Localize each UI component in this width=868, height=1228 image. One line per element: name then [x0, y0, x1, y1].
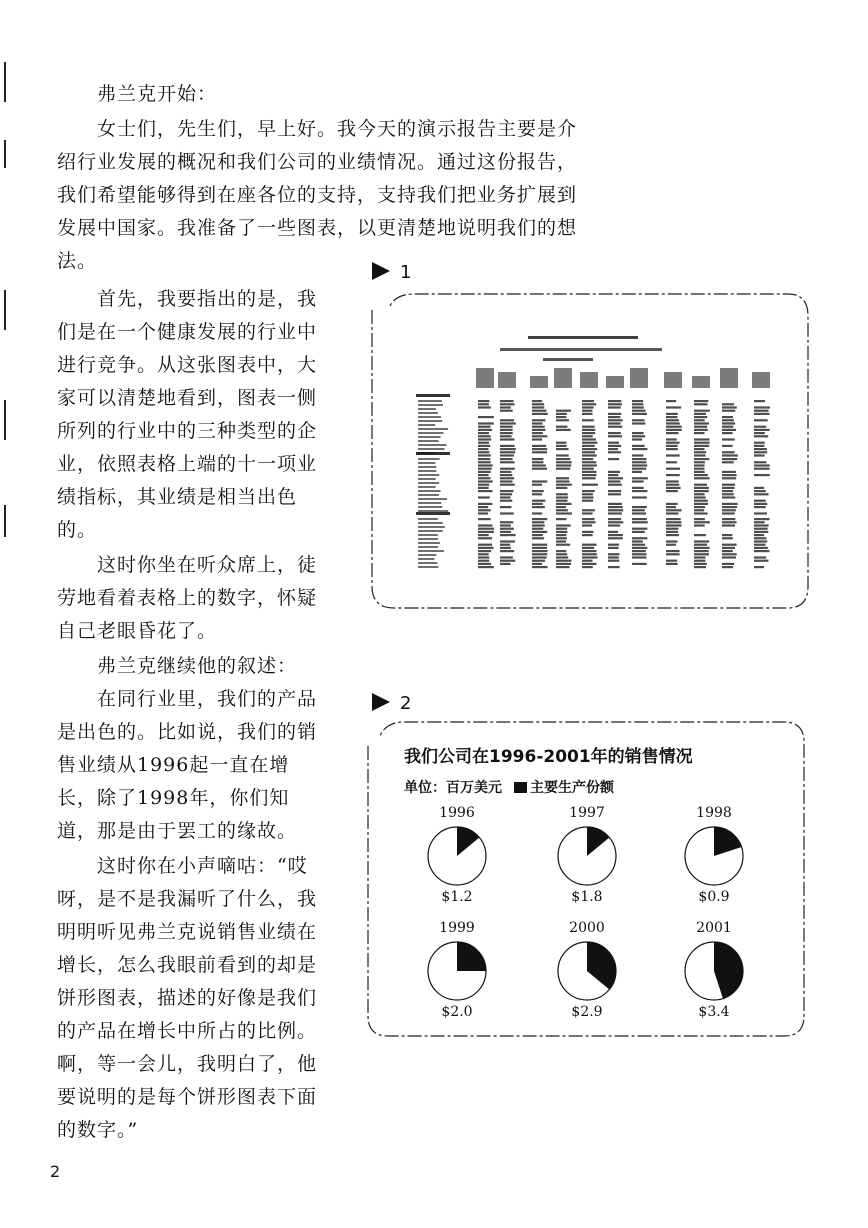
binding-mark [4, 505, 6, 537]
chart-unit: 单位：百万美元 [404, 780, 502, 796]
figure-1-label: 1 [372, 262, 411, 283]
pie-slice-1999 [457, 942, 486, 971]
pie-value-label: $2.0 [441, 1004, 473, 1020]
legend-swatch [514, 782, 527, 793]
paragraph-audience-2: 这时你在小声嘀咕：“哎呀，是不是我漏听了什么，我明明听见弗兰克说销售业绩在增长，怎么我眼前看到的却是饼形图表，描述的好像是我们的产品在增长中所占的比例。啊，等一会儿，我明白了，他要说明的是每个饼形图表下面的数字。” [57, 855, 318, 1141]
pie-layer [428, 827, 743, 1000]
figure-2-label: 2 [372, 693, 411, 714]
paragraph-greeting: 女士们，先生们，早上好。我今天的演示报告主要是介绍行业发展的概况和我们公司的业绩情况。通过这份报告，我们希望能够得到在座各位的支持，支持我们把业务扩展到发展中国家。我准备了一些图表，以更清楚地说明我们的想法。 [57, 118, 578, 272]
pie-value-label: $2.9 [571, 1004, 603, 1020]
binding-mark [4, 400, 6, 440]
triangle-marker-icon [372, 693, 390, 711]
pie-value-label: $1.8 [571, 889, 603, 905]
chart-title: 我们公司在1996-2001年的销售情况 [404, 747, 693, 767]
figure-1-frame [368, 286, 814, 614]
pie-year-label: 1998 [696, 805, 732, 821]
pie-value-label: $0.9 [698, 889, 730, 905]
pie-year-label: 1996 [439, 805, 475, 821]
illegible-table-content [416, 336, 770, 568]
binding-mark [4, 140, 6, 168]
pie-year-label: 1997 [569, 805, 605, 821]
pie-value-label: $3.4 [698, 1004, 730, 1020]
figure-2-chart [364, 716, 810, 1044]
figure-1-table [368, 286, 814, 614]
pie-year-label: 2001 [696, 920, 732, 936]
binding-mark [4, 290, 6, 330]
triangle-marker-icon [372, 262, 390, 280]
pie-year-label: 2000 [569, 920, 605, 936]
pie-value-label: $1.2 [441, 889, 473, 905]
paragraph-first-point: 首先，我要指出的是，我们是在一个健康发展的行业中进行竞争。从这张图表中，大家可以清楚地看到，图表一侧所列的行业中的三种类型的企业，依照表格上端的十一项业绩指标，其业绩是相当出色的。 [57, 288, 318, 541]
pie-year-label: 1999 [439, 920, 475, 936]
paragraph-intro: 弗兰克开始： [97, 83, 218, 105]
paragraph-continue: 弗兰克继续他的叙述： [97, 655, 298, 677]
chart-unit-legend [404, 777, 614, 797]
legend-label: 主要生产份额 [530, 780, 614, 796]
paragraph-audience-1: 这时你坐在听众席上，徒劳地看着表格上的数字，怀疑自己老眼昏花了。 [57, 554, 318, 642]
page-number: 2 [50, 1162, 61, 1181]
paragraph-sales: 在同行业里，我们的产品是出色的。比如说，我们的销售业绩从1996起一直在增长，除了1998年，你们知道，那是由于罢工的缘故。 [57, 688, 318, 842]
binding-mark [4, 62, 6, 102]
